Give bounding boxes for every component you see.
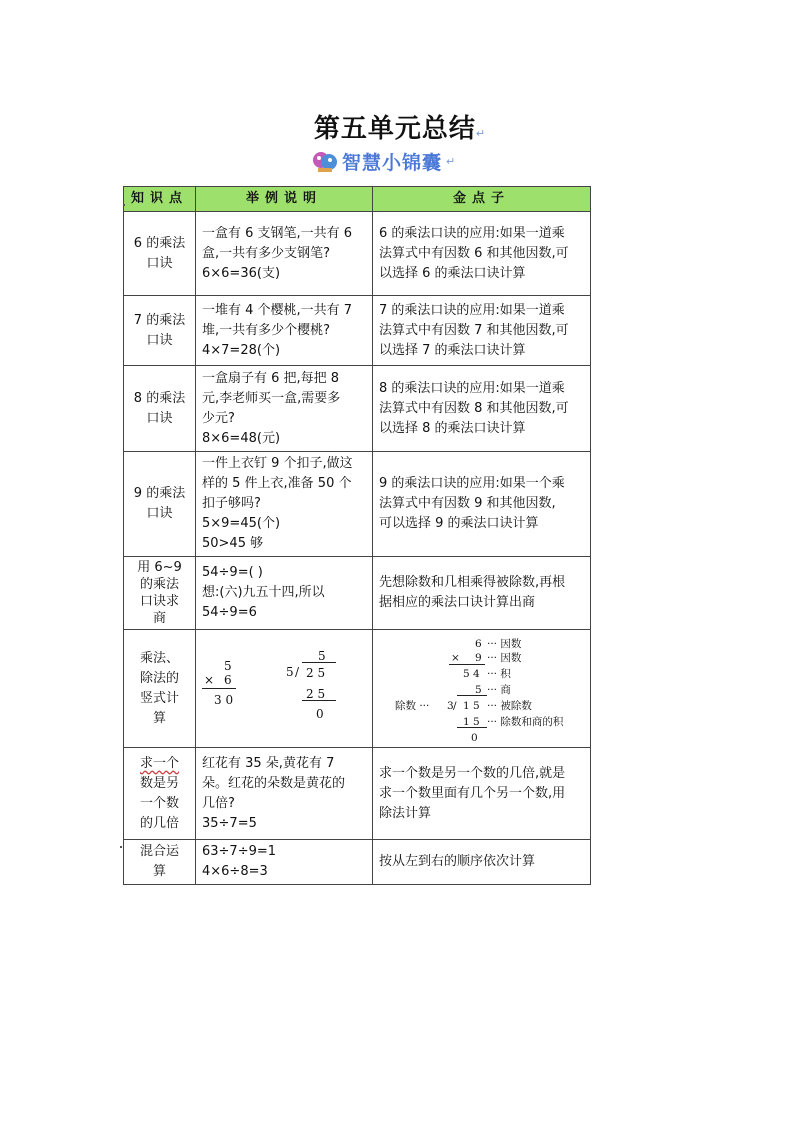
point-cell: 9 的乘法 口诀 bbox=[124, 452, 196, 557]
tip-cell: 9 的乘法口诀的应用:如果一个乘 法算式中有因数 9 和其他因数, 可以选择 9 的乘法口诀计算 bbox=[373, 452, 591, 557]
example-cell: 一件上衣钉 9 个扣子,做这 样的 5 件上衣,准备 50 个 扣子够吗? 5×9=45(个) 50>45 够 bbox=[196, 452, 373, 557]
table-row bbox=[124, 630, 591, 748]
example-cell: 54÷9=( ) 想:(六)九五十四,所以 54÷9=6 bbox=[196, 557, 373, 630]
example-cell: 5 × 6 3 0 5 5 / 2 5 2 5 0 bbox=[196, 630, 373, 748]
table-row bbox=[124, 840, 591, 885]
example-cell: 一盒扇子有 6 把,每把 8 元,李老师买一盒,需要多 少元? 8×6=48(元) bbox=[196, 366, 373, 452]
tip-cell: 按从左到右的顺序依次计算 bbox=[373, 840, 591, 885]
subtitle-banner: 智慧小锦囊 ↵ bbox=[312, 146, 455, 176]
summary-table bbox=[123, 186, 591, 885]
table-row bbox=[124, 748, 591, 840]
tip-cell bbox=[373, 630, 591, 748]
tip-cell: 6 的乘法口诀的应用:如果一道乘 法算式中有因数 6 和其他因数,可 以选择 6 的乘法口诀计算 bbox=[373, 212, 591, 296]
table-header-row bbox=[124, 187, 591, 212]
point-cell: 用 6~9 的乘法 口诀求 商 bbox=[124, 557, 196, 630]
table-row bbox=[124, 366, 591, 452]
page-title: 第五单元总结↵ bbox=[313, 114, 487, 144]
mascot-icon bbox=[312, 148, 338, 174]
tip-cell: 8 的乘法口诀的应用:如果一道乘 法算式中有因数 8 和其他因数,可 以选择 8 的乘法口诀计算 bbox=[373, 366, 591, 452]
vertical-calc-legend: 6 ··· 因数 × 9 ··· 因数 5 4 ··· 积 5 ··· 商 除数 ··· 3 / 1 5 ··· 被除数 1 5 ··· 除数和商的积 0 bbox=[395, 637, 564, 744]
tip-cell: 7 的乘法口诀的应用:如果一道乘 法算式中有因数 7 和其他因数,可 以选择 7 的乘法口诀计算 bbox=[373, 296, 591, 366]
table-row bbox=[124, 452, 591, 557]
point-cell: 8 的乘法 口诀 bbox=[124, 366, 196, 452]
example-cell: 一盒有 6 支钢笔,一共有 6 盒,一共有多少支钢笔? 6×6=36(支) bbox=[196, 212, 373, 296]
point-cell: 求一个 数是另 一个数 的几倍 bbox=[124, 748, 196, 840]
table-row bbox=[124, 212, 591, 296]
example-cell: 63÷7÷9=1 4×6÷8=3 bbox=[196, 840, 373, 885]
header-example: 举例说明 bbox=[196, 187, 373, 212]
table-row bbox=[124, 557, 591, 630]
point-cell: 乘法、 除法的 竖式计 算 bbox=[124, 630, 196, 748]
header-point: 知识点 bbox=[124, 187, 196, 212]
table-row bbox=[124, 296, 591, 366]
example-cell: 一堆有 4 个樱桃,一共有 7 堆,一共有多少个樱桃? 4×7=28(个) bbox=[196, 296, 373, 366]
point-cell: 7 的乘法 口诀 bbox=[124, 296, 196, 366]
header-tip: 金点子 bbox=[373, 187, 591, 212]
point-cell: 混合运 算 bbox=[124, 840, 196, 885]
example-cell: 红花有 35 朵,黄花有 7 朵。红花的朵数是黄花的 几倍? 35÷7=5 bbox=[196, 748, 373, 840]
point-cell: 6 的乘法 口诀 bbox=[124, 212, 196, 296]
tip-cell: 求一个数是另一个数的几倍,就是 求一个数里面有几个另一个数,用 除法计算 bbox=[373, 748, 591, 840]
tip-cell: 先想除数和几相乘得被除数,再根 据相应的乘法口诀计算出商 bbox=[373, 557, 591, 630]
subtitle: 智慧小锦囊 bbox=[342, 151, 443, 174]
